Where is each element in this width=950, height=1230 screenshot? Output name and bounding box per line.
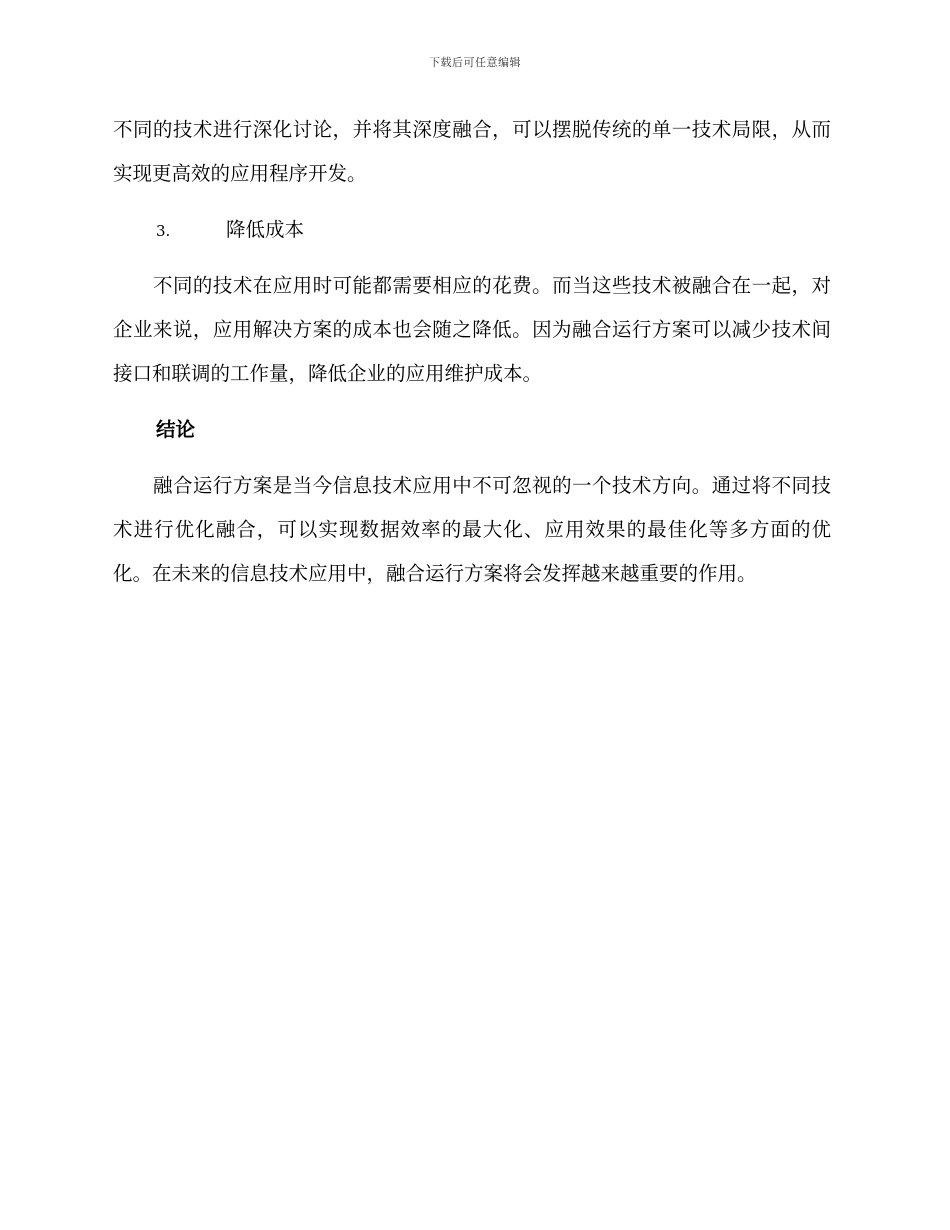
paragraph-continuation: 不同的技术进行深化讨论，并将其深度融合，可以摆脱传统的单一技术局限，从而实现更高效的应用程序开发。 xyxy=(113,118,831,185)
list-item-number: 3. xyxy=(156,222,171,240)
list-item-reduce-cost xyxy=(113,208,831,252)
paragraph-conclusion: 融合运行方案是当今信息技术应用中不可忽视的一个技术方向。通过将不同技术进行优化融合，可以实现数据效率的最大化、应用效果的最佳化等多方面的优化。在未来的信息技术应用中，融合运行方案将会发挥越来越重要的作用。 xyxy=(113,474,831,585)
section-heading-conclusion: 结论 xyxy=(156,418,196,441)
document-body xyxy=(113,108,831,608)
paragraph-cost: 不同的技术在应用时可能都需要相应的花费。而当这些技术被融合在一起，对企业来说，应用解决方案的成本也会随之降低。因为融合运行方案可以减少技术间接口和联调的工作量，降低企业的应用维护成本。 xyxy=(113,274,831,385)
list-item-label: 降低成本 xyxy=(226,218,305,241)
page-header: 下载后可任意编辑 xyxy=(429,56,521,69)
